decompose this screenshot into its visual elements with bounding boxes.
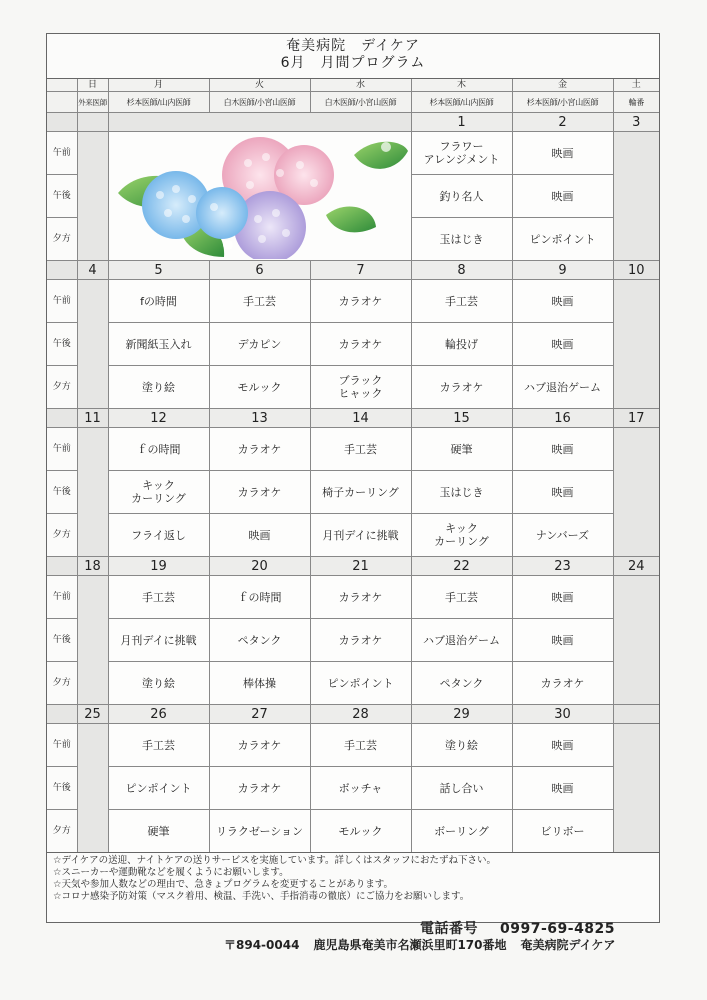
activity-cell: 映画 bbox=[512, 471, 613, 514]
date-cell: 21 bbox=[310, 557, 411, 576]
date-cell: 10 bbox=[613, 261, 659, 280]
date-cell: 26 bbox=[108, 705, 209, 724]
slot-row bbox=[47, 428, 659, 471]
date-cell: 22 bbox=[411, 557, 512, 576]
corner-cell bbox=[47, 261, 77, 280]
title-block bbox=[47, 34, 659, 79]
activity-cell: 月刊デイに挑戦 bbox=[310, 514, 411, 557]
saturday-column bbox=[613, 576, 659, 705]
activity-cell: 手工芸 bbox=[108, 724, 209, 767]
date-cell: 27 bbox=[209, 705, 310, 724]
period-label: 夕方 bbox=[47, 514, 77, 557]
activity-cell: モルック bbox=[209, 366, 310, 409]
period-label: 午前 bbox=[47, 132, 77, 175]
activity-cell: ペタンク bbox=[209, 619, 310, 662]
activity-cell: 手工芸 bbox=[411, 576, 512, 619]
activity-cell: カラオケ bbox=[512, 662, 613, 705]
corner-cell bbox=[47, 113, 77, 132]
note-line: ☆コロナ感染予防対策（マスク着用、検温、手洗い、手指消毒の徹底）にご協力をお願いします。 bbox=[53, 891, 470, 902]
activity-cell: 映画 bbox=[512, 576, 613, 619]
activity-cell: ブラック ヒャック bbox=[310, 366, 411, 409]
date-cell: 2 bbox=[512, 113, 613, 132]
doctor-row bbox=[47, 92, 659, 113]
date-cell: 24 bbox=[613, 557, 659, 576]
activity-cell: 玉はじき bbox=[411, 471, 512, 514]
activity-cell: 話し合い bbox=[411, 767, 512, 810]
slot-row bbox=[47, 514, 659, 557]
postal-code: 〒894-0044 bbox=[224, 938, 300, 952]
corner-cell bbox=[47, 409, 77, 428]
saturday-column bbox=[613, 428, 659, 557]
page-title: 奄美病院 デイケア bbox=[286, 38, 420, 54]
date-cell: 14 bbox=[310, 409, 411, 428]
sunday-column bbox=[77, 132, 108, 261]
hydrangea-image bbox=[110, 133, 410, 259]
activity-cell: カラオケ bbox=[310, 323, 411, 366]
date-row bbox=[47, 705, 659, 724]
doctor-thu: 杉本医師/山内医師 bbox=[411, 92, 512, 113]
activity-cell: 手工芸 bbox=[411, 280, 512, 323]
date-cell: 20 bbox=[209, 557, 310, 576]
slot-row bbox=[47, 767, 659, 810]
doctor-mon: 杉本医師/山内医師 bbox=[108, 92, 209, 113]
activity-cell: 映画 bbox=[512, 767, 613, 810]
activity-cell: 映画 bbox=[512, 428, 613, 471]
activity-cell: カラオケ bbox=[209, 724, 310, 767]
slot-row bbox=[47, 576, 659, 619]
activity-cell: 映画 bbox=[209, 514, 310, 557]
note-line: ☆スニーカーや運動靴などを履くようにお願いします。 bbox=[53, 867, 289, 878]
activity-cell: 塗り絵 bbox=[108, 366, 209, 409]
doctor-tue: 白木医師/小宮山医師 bbox=[209, 92, 310, 113]
period-label: 午後 bbox=[47, 767, 77, 810]
activity-cell: カラオケ bbox=[209, 428, 310, 471]
activity-cell: ピンポイント bbox=[310, 662, 411, 705]
weekday-wed: 水 bbox=[310, 79, 411, 92]
date-cell: 19 bbox=[108, 557, 209, 576]
activity-cell: ｆの時間 bbox=[108, 428, 209, 471]
corner-cell bbox=[47, 557, 77, 576]
schedule-body bbox=[47, 79, 659, 853]
activity-cell: ボッチャ bbox=[310, 767, 411, 810]
organization-name: 奄美病院デイケア bbox=[520, 938, 616, 952]
doctor-label: 外来医師 bbox=[77, 92, 108, 113]
slot-row bbox=[47, 366, 659, 409]
activity-cell: 硬筆 bbox=[108, 810, 209, 853]
activity-cell: 輪投げ bbox=[411, 323, 512, 366]
slot-row bbox=[47, 471, 659, 514]
activity-cell: ハブ退治ゲーム bbox=[512, 366, 613, 409]
activity-cell: カラオケ bbox=[310, 619, 411, 662]
period-label: 午後 bbox=[47, 175, 77, 218]
date-cell: 5 bbox=[108, 261, 209, 280]
activity-cell: ペタンク bbox=[411, 662, 512, 705]
saturday-column bbox=[613, 724, 659, 853]
activity-cell: フライ返し bbox=[108, 514, 209, 557]
activity-cell: 新聞紙玉入れ bbox=[108, 323, 209, 366]
sunday-column bbox=[77, 576, 108, 705]
slot-row bbox=[47, 724, 659, 767]
activity-cell: カラオケ bbox=[310, 280, 411, 323]
period-label: 午前 bbox=[47, 576, 77, 619]
activity-cell: 棒体操 bbox=[209, 662, 310, 705]
sunday-column bbox=[77, 428, 108, 557]
address-block bbox=[224, 936, 615, 953]
page-subtitle: 6月 月間プログラム bbox=[280, 55, 426, 71]
activity-cell: 映画 bbox=[512, 323, 613, 366]
activity-cell: 映画 bbox=[512, 619, 613, 662]
activity-cell: 月刊デイに挑戦 bbox=[108, 619, 209, 662]
period-label: 午後 bbox=[47, 471, 77, 514]
activity-cell: デカピン bbox=[209, 323, 310, 366]
corner-cell bbox=[47, 92, 77, 113]
weekday-sat: 土 bbox=[613, 79, 659, 92]
activity-cell: キック カーリング bbox=[108, 471, 209, 514]
slot-row bbox=[47, 132, 659, 175]
date-row bbox=[47, 113, 659, 132]
date-cell: 7 bbox=[310, 261, 411, 280]
activity-cell: 椅子カーリング bbox=[310, 471, 411, 514]
period-label: 夕方 bbox=[47, 810, 77, 853]
date-cell: 29 bbox=[411, 705, 512, 724]
slot-row bbox=[47, 662, 659, 705]
slot-row bbox=[47, 323, 659, 366]
activity-cell: ハブ退治ゲーム bbox=[411, 619, 512, 662]
date-row bbox=[47, 261, 659, 280]
activity-cell: 硬筆 bbox=[411, 428, 512, 471]
activity-cell: 映画 bbox=[512, 724, 613, 767]
activity-cell: 手工芸 bbox=[108, 576, 209, 619]
corner-cell bbox=[47, 79, 77, 92]
period-label: 夕方 bbox=[47, 662, 77, 705]
period-label: 夕方 bbox=[47, 366, 77, 409]
activity-cell: 塗り絵 bbox=[108, 662, 209, 705]
date-cell: 6 bbox=[209, 261, 310, 280]
activity-cell: カラオケ bbox=[209, 471, 310, 514]
activity-cell: カラオケ bbox=[310, 576, 411, 619]
doctor-wed: 白木医師/小宮山医師 bbox=[310, 92, 411, 113]
note-line: ☆天気や参加人数などの理由で、急きょプログラムを変更することがあります。 bbox=[53, 879, 393, 890]
schedule-table bbox=[47, 79, 659, 853]
phone-number: 0997-69-4825 bbox=[500, 921, 616, 937]
date-cell: 23 bbox=[512, 557, 613, 576]
period-label: 夕方 bbox=[47, 218, 77, 261]
activity-cell: 玉はじき bbox=[411, 218, 512, 261]
slot-row bbox=[47, 810, 659, 853]
corner-cell bbox=[47, 705, 77, 724]
activity-cell: 手工芸 bbox=[209, 280, 310, 323]
period-label: 午後 bbox=[47, 619, 77, 662]
weekday-sun: 日 bbox=[77, 79, 108, 92]
slot-row bbox=[47, 619, 659, 662]
period-label: 午後 bbox=[47, 323, 77, 366]
date-cell: 9 bbox=[512, 261, 613, 280]
date-cell bbox=[77, 113, 108, 132]
phone-block bbox=[420, 918, 615, 938]
period-label: 午前 bbox=[47, 724, 77, 767]
address: 鹿児島県奄美市名瀬浜里町170番地 bbox=[313, 938, 507, 952]
date-cell bbox=[108, 113, 411, 132]
activity-cell: モルック bbox=[310, 810, 411, 853]
activity-cell: カラオケ bbox=[411, 366, 512, 409]
date-cell: 8 bbox=[411, 261, 512, 280]
activity-cell: 映画 bbox=[512, 175, 613, 218]
date-cell: 17 bbox=[613, 409, 659, 428]
slot-row bbox=[47, 280, 659, 323]
period-label: 午前 bbox=[47, 280, 77, 323]
weekday-fri: 金 bbox=[512, 79, 613, 92]
activity-cell: カラオケ bbox=[209, 767, 310, 810]
activity-cell: 釣り名人 bbox=[411, 175, 512, 218]
date-cell: 1 bbox=[411, 113, 512, 132]
activity-cell: フラワー アレンジメント bbox=[411, 132, 512, 175]
activity-cell: キック カーリング bbox=[411, 514, 512, 557]
sunday-column bbox=[77, 724, 108, 853]
sunday-column bbox=[77, 280, 108, 409]
date-cell: 13 bbox=[209, 409, 310, 428]
hydrangea-illustration bbox=[108, 132, 411, 261]
phone-label: 電話番号 bbox=[420, 921, 478, 937]
notes-section bbox=[47, 852, 659, 905]
activity-cell: ピンポイント bbox=[512, 218, 613, 261]
activity-cell: ビリボー bbox=[512, 810, 613, 853]
date-cell: 18 bbox=[77, 557, 108, 576]
weekday-row bbox=[47, 79, 659, 92]
date-cell: 15 bbox=[411, 409, 512, 428]
activity-cell: 手工芸 bbox=[310, 724, 411, 767]
date-cell: 3 bbox=[613, 113, 659, 132]
date-cell: 4 bbox=[77, 261, 108, 280]
date-cell: 30 bbox=[512, 705, 613, 724]
activity-cell: ピンポイント bbox=[108, 767, 209, 810]
activity-cell: 映画 bbox=[512, 132, 613, 175]
saturday-column bbox=[613, 280, 659, 409]
doctor-fri: 杉本医師/小宮山医師 bbox=[512, 92, 613, 113]
date-cell: 12 bbox=[108, 409, 209, 428]
activity-cell: ｆの時間 bbox=[209, 576, 310, 619]
date-cell: 16 bbox=[512, 409, 613, 428]
doctor-sat: 輪番 bbox=[613, 92, 659, 113]
note-line: ☆デイケアの送迎、ナイトケアの送りサービスを実施しています。詳しくはスタッフにおたずね下さい。 bbox=[53, 855, 497, 866]
saturday-column bbox=[613, 132, 659, 261]
period-label: 午前 bbox=[47, 428, 77, 471]
activity-cell: ナンバーズ bbox=[512, 514, 613, 557]
date-row bbox=[47, 557, 659, 576]
activity-cell: 手工芸 bbox=[310, 428, 411, 471]
activity-cell: ボーリング bbox=[411, 810, 512, 853]
activity-cell: 塗り絵 bbox=[411, 724, 512, 767]
date-cell: 25 bbox=[77, 705, 108, 724]
date-cell bbox=[613, 705, 659, 724]
activity-cell: リラクゼーション bbox=[209, 810, 310, 853]
date-cell: 11 bbox=[77, 409, 108, 428]
calendar-sheet bbox=[46, 33, 660, 923]
date-row bbox=[47, 409, 659, 428]
activity-cell: 映画 bbox=[512, 280, 613, 323]
activity-cell: fの時間 bbox=[108, 280, 209, 323]
weekday-tue: 火 bbox=[209, 79, 310, 92]
weekday-mon: 月 bbox=[108, 79, 209, 92]
date-cell: 28 bbox=[310, 705, 411, 724]
weekday-thu: 木 bbox=[411, 79, 512, 92]
